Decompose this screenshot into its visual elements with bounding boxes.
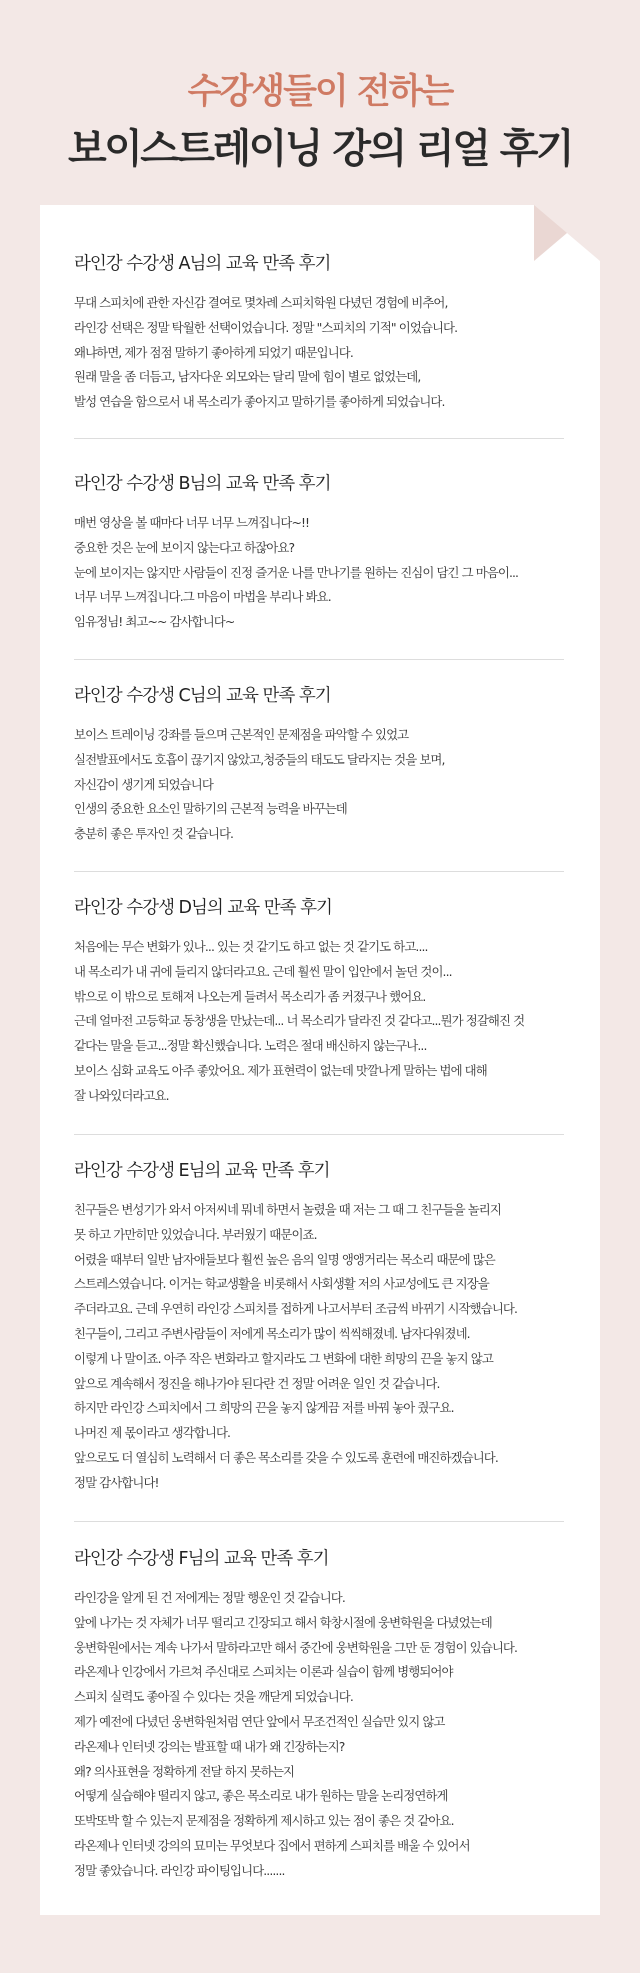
review-line: 어떻게 실습해야 떨리지 않고, 좋은 목소리로 내가 원하는 말을 논리정연하게 bbox=[74, 1788, 448, 1804]
review-e bbox=[74, 1158, 564, 1496]
review-line: 보이스 트레이닝 강좌를 들으며 근본적인 문제점을 파악할 수 있었고 bbox=[74, 727, 409, 742]
review-line: 라온제나 인강에서 가르쳐 주신대로 스피치는 이론과 실습이 함께 병행되어야 bbox=[74, 1664, 453, 1680]
review-divider bbox=[74, 438, 564, 439]
review-line: 근데 얼마전 고등학교 동창생을 만났는데... 너 목소리가 달라진 것 같다고...뭔가 정갈해진 것 bbox=[74, 1013, 525, 1029]
review-line: 친구들은 변성기가 와서 아저씨네 뭐네 하면서 놀렸을 때 저는 그 때 그 친구들을 놀리지 bbox=[74, 1202, 501, 1217]
review-line: 앞으로 계속해서 정진을 해나가야 된다란 건 정말 어려운 일인 것 같습니다. bbox=[74, 1375, 440, 1391]
review-line: 라온제나 인터넷 강의의 묘미는 무엇보다 집에서 편하게 스피치를 배울 수 있어서 bbox=[74, 1837, 470, 1853]
review-divider bbox=[74, 1134, 564, 1135]
review-b bbox=[74, 471, 564, 635]
review-line: 어렸을 때부터 일반 남자애들보다 훨씬 높은 음의 일명 앵앵거리는 목소리 때문에 많은 bbox=[74, 1251, 495, 1267]
review-line: 자신감이 생기게 되었습니다 bbox=[74, 776, 213, 792]
review-line: 정말 좋았습니다. 라인강 파이팅입니다....... bbox=[74, 1862, 285, 1878]
review-line: 스트레스였습니다. 이거는 학교생활을 비롯해서 사회생활 저의 사교성에도 큰 지장을 bbox=[74, 1276, 489, 1292]
review-title: 라인강 수강생 B님의 교육 만족 후기 bbox=[74, 474, 331, 494]
review-line: 못 하고 가만히만 있었습니다. 부러웠기 때문이죠. bbox=[74, 1226, 317, 1242]
review-line: 스피치 실력도 좋아질 수 있다는 것을 깨닫게 되었습니다. bbox=[74, 1689, 353, 1705]
review-line: 임유정님! 최고~~ 감사합니다~ bbox=[74, 614, 235, 630]
review-line: 인생의 중요한 요소인 말하기의 근본적 능력을 바꾸는데 bbox=[74, 801, 347, 817]
review-line: 내 목소리가 내 귀에 들리지 않더라고요. 근데 훨씬 말이 입안에서 놀던 것이... bbox=[74, 963, 452, 979]
review-line: 충분히 좋은 투자인 것 같습니다. bbox=[74, 826, 234, 842]
review-line: 눈에 보이지는 않지만 사람들이 진정 즐거운 나를 만나기를 원하는 진심이 담긴 그 마음이... bbox=[74, 564, 519, 580]
review-title: 라인강 수강생 A님의 교육 만족 후기 bbox=[74, 254, 331, 274]
review-line: 앞에 나가는 것 자체가 너무 떨리고 긴장되고 해서 학창시절에 웅변학원을 다녔었는데 bbox=[74, 1614, 492, 1630]
reviews-card bbox=[40, 205, 600, 1915]
review-line: 너무 너무 느껴집니다.그 마음이 마법을 부리나 봐요. bbox=[74, 589, 331, 605]
review-line: 나머진 제 몫이라고 생각합니다. bbox=[74, 1425, 231, 1441]
review-line: 원래 말을 좀 더듬고, 남자다운 외모와는 달리 말에 힘이 별로 없었는데, bbox=[74, 369, 421, 385]
header-subtitle: 수강생들이 전하는 bbox=[187, 72, 453, 112]
review-line: 라온제나 인터넷 강의는 발표할 때 내가 왜 긴장하는지? bbox=[74, 1738, 345, 1754]
review-line: 제가 예전에 다녔던 웅변학원처럼 연단 앞에서 무조건적인 실습만 있지 않고 bbox=[74, 1713, 445, 1729]
review-divider bbox=[74, 659, 564, 660]
review-line: 라인강 선택은 정말 탁월한 선택이었습니다. 정말 "스피치의 기적" 이었습니다. bbox=[74, 319, 458, 335]
review-d bbox=[74, 895, 564, 1109]
review-line: 무대 스피치에 관한 자신감 결여로 몇차례 스피치학원 다녔던 경험에 비추어, bbox=[74, 295, 448, 310]
review-line: 이렇게 나 말이죠. 아주 작은 변화라고 할지라도 그 변화에 대한 희망의 끈을 놓지 않고 bbox=[74, 1350, 493, 1366]
review-divider bbox=[74, 1521, 564, 1522]
review-line: 주더라고요. 근데 우연히 라인강 스피치를 접하게 나고서부터 조금씩 바뀌기 시작했습니다. bbox=[74, 1301, 517, 1317]
review-line: 또박또박 할 수 있는지 문제점을 정확하게 제시하고 있는 점이 좋은 것 같아요. bbox=[74, 1813, 454, 1829]
review-c bbox=[74, 683, 564, 847]
review-line: 중요한 것은 눈에 보이지 않는다고 하잖아요? bbox=[74, 539, 295, 555]
review-line: 정말 감사합니다! bbox=[74, 1474, 159, 1490]
review-f bbox=[74, 1546, 564, 1884]
review-line: 밖으로 이 밖으로 토해져 나오는게 들려서 목소리가 좀 커졌구나 했어요. bbox=[74, 988, 426, 1004]
review-line: 보이스 심화 교육도 아주 좋았어요. 제가 표현력이 없는데 맛깔나게 말하는 법에 대해 bbox=[74, 1062, 487, 1078]
review-line: 앞으로도 더 열심히 노력해서 더 좋은 목소리를 갖을 수 있도록 훈련에 매진하겠습니다. bbox=[74, 1449, 498, 1465]
review-line: 발성 연습을 함으로서 내 목소리가 좋아지고 말하기를 좋아하게 되었습니다. bbox=[74, 394, 445, 410]
review-line: 실전발표에서도 호흡이 끊기지 않았고,청중들의 태도도 달라지는 것을 보며, bbox=[74, 751, 445, 767]
review-line: 라인강을 알게 된 건 저에게는 정말 행운인 것 같습니다. bbox=[74, 1590, 345, 1605]
review-line: 친구들이, 그리고 주변사람들이 저에게 목소리가 많이 씩씩해졌네. 남자다워졌네. bbox=[74, 1325, 470, 1341]
review-divider bbox=[74, 871, 564, 872]
review-line: 같다는 말을 듣고...정말 확신했습니다. 노력은 절대 배신하지 않는구나... bbox=[74, 1038, 427, 1054]
review-line: 하지만 라인강 스피치에서 그 희망의 끈을 놓지 않게끔 저를 바꿔 놓아 줬구요. bbox=[74, 1400, 454, 1416]
review-line: 왜냐하면, 제가 점점 말하기 좋아하게 되었기 때문입니다. bbox=[74, 344, 353, 360]
review-title: 라인강 수강생 F님의 교육 만족 후기 bbox=[74, 1549, 329, 1569]
page-header bbox=[0, 0, 640, 176]
review-title: 라인강 수강생 C님의 교육 만족 후기 bbox=[74, 686, 331, 706]
review-line: 잘 나와있더라고요. bbox=[74, 1087, 169, 1103]
review-title: 라인강 수강생 D님의 교육 만족 후기 bbox=[74, 898, 332, 918]
review-a bbox=[74, 251, 564, 415]
review-line: 매번 영상을 볼 때마다 너무 너무 느껴집니다~!! bbox=[74, 515, 310, 530]
review-title: 라인강 수강생 E님의 교육 만족 후기 bbox=[74, 1161, 330, 1181]
review-line: 웅변학원에서는 계속 나가서 말하라고만 해서 중간에 웅변학원을 그만 둔 경험이 있습니다. bbox=[74, 1639, 517, 1655]
review-line: 왜? 의사표현을 정확하게 전달 하지 못하는지 bbox=[74, 1763, 295, 1779]
review-line: 처음에는 무슨 변화가 있나... 있는 것 같기도 하고 없는 것 같기도 하고.... bbox=[74, 939, 428, 954]
header-title: 보이스트레이닝 강의 리얼 후기 bbox=[67, 126, 573, 172]
